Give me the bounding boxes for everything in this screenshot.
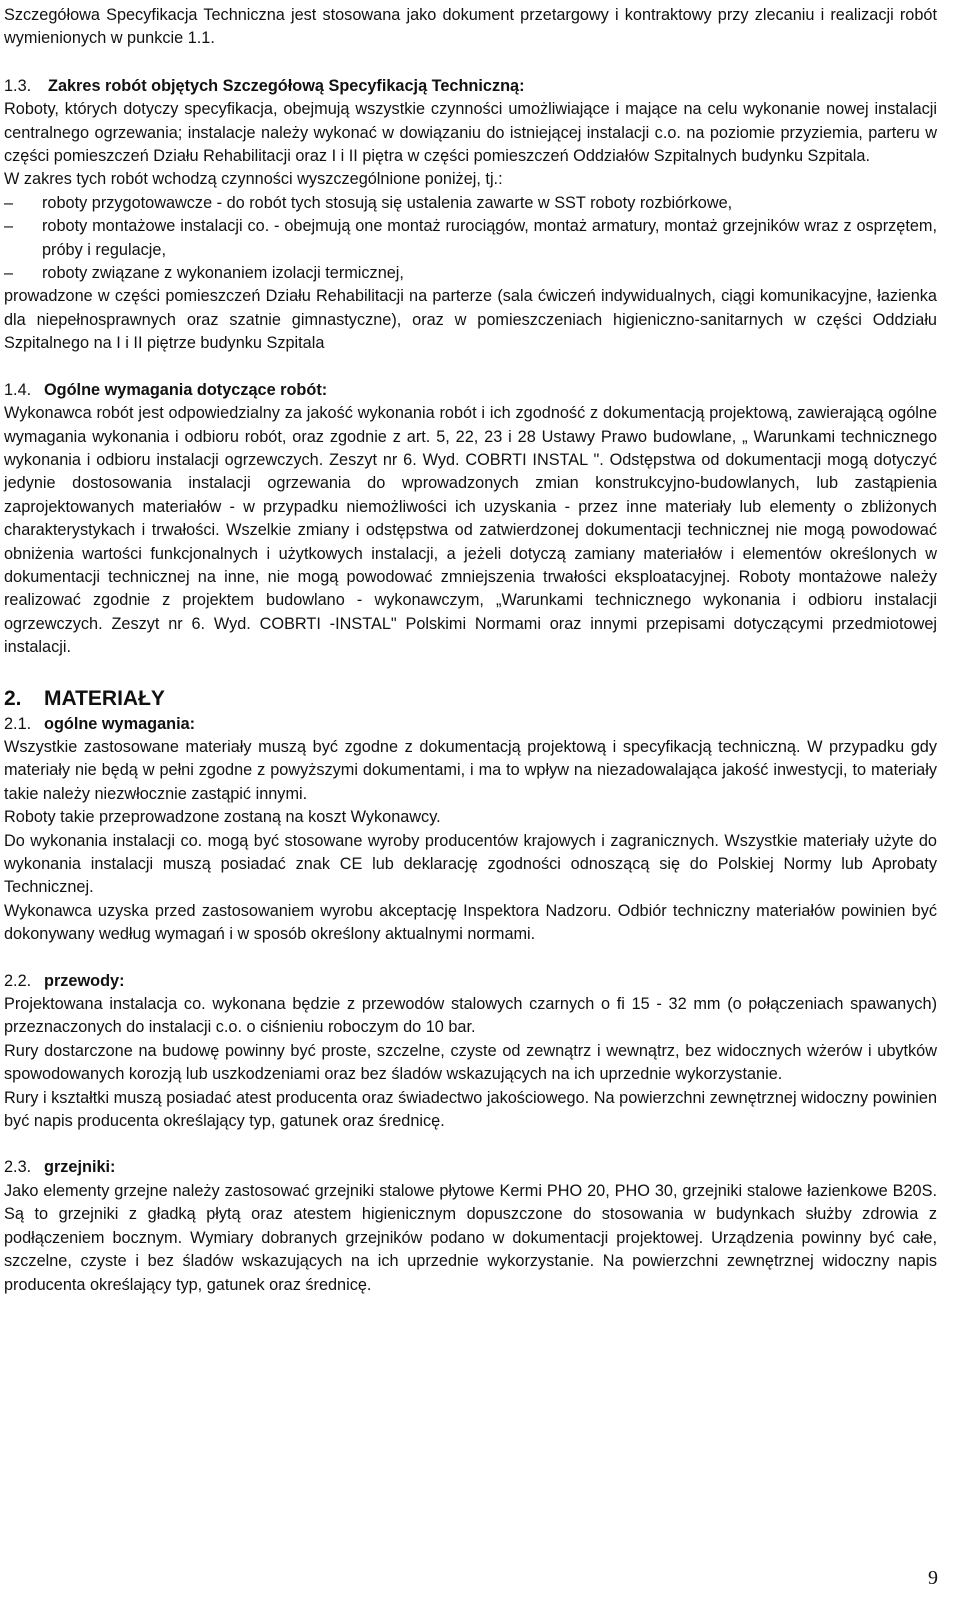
section-2-3-paragraph-1: Jako elementy grzejne należy zastosować grzejniki stalowe płytowe Kermi PHO 20, PHO 30, grzejniki stalowe łazienkowe B20S. Są to grzejniki z gładką płytą oraz atestem higienicznym dopuszczone do stosowania w budynkach służby zdrowia z podłączeniem bocznym. Wymiary dobranych grzejników podano w dokumentacji projektowej. Urządzenia powinny być całe, szczelne, czyste i bez śladów wskazujących na ich uprzednie wykorzystanie. Na powierzchni zewnętrznej widoczny napis producenta określający typ, gatunek oraz średnicę. <box>4 1181 937 1294</box>
dash-bullet: – <box>4 217 14 236</box>
page-number: 9 <box>928 1567 938 1589</box>
section-1-4-paragraph-1: Wykonawca robót jest odpowiedzialny za jakość wykonania robót i ich zgodność z dokumentacją projektową, zawierającą ogólne wymagania wykonania i odbioru robót, oraz zgodnie z art. 5, 22, 23 i 28 Ustawy Prawo budowlane, „ Warunkami technicznego wykonania i odbioru instalacji ogrzewczych. Zeszyt nr 6. Wyd. COBRTI INSTAL ". Odstępstwa od dokumentacji mogą dotyczyć jedynie dostosowania instalacji ogrzewania do wprowadzonych zmian konstrukcyjno-budowlanych, lub zastąpienia zaprojektowanych materiałów - w przypadku niemożliwości ich uzyskania - przez inne materiały lub elementy o zbliżonych charakterystykach i trwałości. Wszelkie zmiany i odstępstwa od zatwierdzonej dokumentacji technicznej nie mogą powodować obniżenia wartości funkcjonalnych i użytkowych instalacji, a jeżeli dotyczą zamiany materiałów i elementów określonych w dokumentacji technicznej na inne, nie mogą powodować zmniejszenia trwałości eksploatacyjnej. Roboty montażowe należy realizować zgodnie z projektem budowlano - wykonawczym, „Warunkami technicznego wykonania i odbioru instalacji ogrzewczych. Zeszyt nr 6. Wyd. COBRTI -INSTAL" Polskimi Normami oraz innymi przepisami dotyczącymi przedmiotowej instalacji. <box>4 404 937 657</box>
section-2-1-paragraph-4: Wykonawca uzyska przed zastosowaniem wyrobu akceptację Inspektora Nadzoru. Odbiór techniczny materiałów powinien być dokonywany według wymagań i w sposób określony aktualnymi normami. <box>4 901 937 944</box>
section-2-heading <box>4 685 937 713</box>
section-number: 2.2. <box>4 971 32 990</box>
section-number: 2. <box>4 686 22 710</box>
list-item: – roboty montażowe instalacji co. - obejmują one montaż rurociągów, montaż armatury, montaż grzejników wraz z osprzętem, próby i regulacje, <box>4 217 937 259</box>
section-2-1-paragraph-2: Roboty takie przeprowadzone zostaną na koszt Wykonawcy. <box>4 808 441 827</box>
section-2-1-heading <box>4 713 937 736</box>
work-list <box>4 192 937 286</box>
section-1-4 <box>4 379 937 660</box>
section-1-3 <box>4 75 937 356</box>
section-title: Ogólne wymagania dotyczące robót: <box>44 380 328 399</box>
section-number: 2.1. <box>4 714 32 733</box>
section-title: Zakres robót objętych Szczegółową Specyfikacją Techniczną: <box>48 76 525 95</box>
section-number: 2.3. <box>4 1158 32 1177</box>
intro-paragraph: Szczegółowa Specyfikacja Techniczna jest stosowana jako dokument przetargowy i kontraktowy przy zlecaniu i realizacji robót wymienionych w punkcie 1.1. <box>4 6 937 48</box>
section-number: 1.4. <box>4 380 32 399</box>
section-2-2 <box>4 970 937 1134</box>
section-2-2-paragraph-1: Projektowana instalacja co. wykonana będzie z przewodów stalowych czarnych o fi 15 - 32 mm (o połączeniach spawanych) przeznaczonych do instalacji c.o. o ciśnieniu roboczym do 10 bar. <box>4 995 937 1037</box>
section-1-3-heading <box>4 75 937 98</box>
section-title: ogólne wymagania: <box>44 714 196 733</box>
section-2-1-paragraph-3: Do wykonania instalacji co. mogą być stosowane wyroby producentów krajowych i zagranicznych. Wszystkie materiały użyte do wykonania instalacji muszą posiadać znak CE lub deklarację zgodności odnoszącą się do Polskiej Normy lub Aprobaty Technicznej. <box>4 831 937 897</box>
section-number: 1.3. <box>4 76 32 95</box>
dash-bullet: – <box>4 264 14 283</box>
section-2-2-paragraph-2: Rury dostarczone na budowę powinny być proste, szczelne, czyste od zewnątrz i wewnątrz, bez widocznych wżerów i ubytków spowodowanych korozją lub uszkodzeniami oraz bez śladów wskazujących na ich uprzednie wykorzystanie. <box>4 1041 937 1084</box>
section-1-3-paragraph-2: W zakres tych robót wchodzą czynności wyszczególnione poniżej, tj.: <box>4 170 503 189</box>
list-item: – roboty związane z wykonaniem izolacji termicznej, <box>4 262 937 285</box>
section-1-3-paragraph-1: Roboty, których dotyczy specyfikacja, obejmują wszystkie czynności umożliwiające i mające na celu wykonanie nowej instalacji centralnego ogrzewania; instalacje należy wykonać w dowiązaniu do istniejącej instalacji c.o. na poziomie przyziemia, parteru w części pomieszczeń Działu Rehabilitacji oraz I i II piętra w części pomieszczeń Oddziałów Szpitalnych budynku Szpitala. <box>4 100 937 166</box>
section-2-3-heading <box>4 1156 937 1179</box>
section-2-1-paragraph-1: Wszystkie zastosowane materiały muszą być zgodne z dokumentacją projektową i specyfikacją techniczną. W przypadku gdy materiały nie będą w pełni zgodne z powyższymi dokumentami, i ma to wpływ na niezadowalająca jakość inwestycji, to materiały takie należy niezwłocznie zastąpić innymi. <box>4 737 937 803</box>
section-2-2-heading <box>4 970 937 993</box>
section-title: przewody: <box>44 971 125 990</box>
section-2-1 <box>4 713 937 947</box>
section-1-3-paragraph-3: prowadzone w części pomieszczeń Działu Rehabilitacji na parterze (sala ćwiczeń indywidualnych, ciągi komunikacyjne, łazienka dla niepełnosprawnych oraz szatnie gimnastyczne), oraz w pomieszczeniach higieniczno-sanitarnych w części Oddziału Szpitalnego na I i II piętrze budynku Szpitala <box>4 287 937 353</box>
dash-bullet: – <box>4 193 14 212</box>
section-2-2-paragraph-3: Rury i kształtki muszą posiadać atest producenta oraz świadectwo jakościowego. Na powierzchni zewnętrznej widoczny powinien być napis producenta określający typ, gatunek oraz średnicę. <box>4 1088 937 1131</box>
section-1-4-heading <box>4 379 937 402</box>
document-body <box>4 4 937 1297</box>
section-title: MATERIAŁY <box>44 686 165 710</box>
section-title: grzejniki: <box>44 1158 116 1177</box>
section-2-3 <box>4 1156 937 1296</box>
list-item: – roboty przygotowawcze - do robót tych stosują się ustalenia zawarte w SST roboty rozbiórkowe, <box>4 192 937 215</box>
